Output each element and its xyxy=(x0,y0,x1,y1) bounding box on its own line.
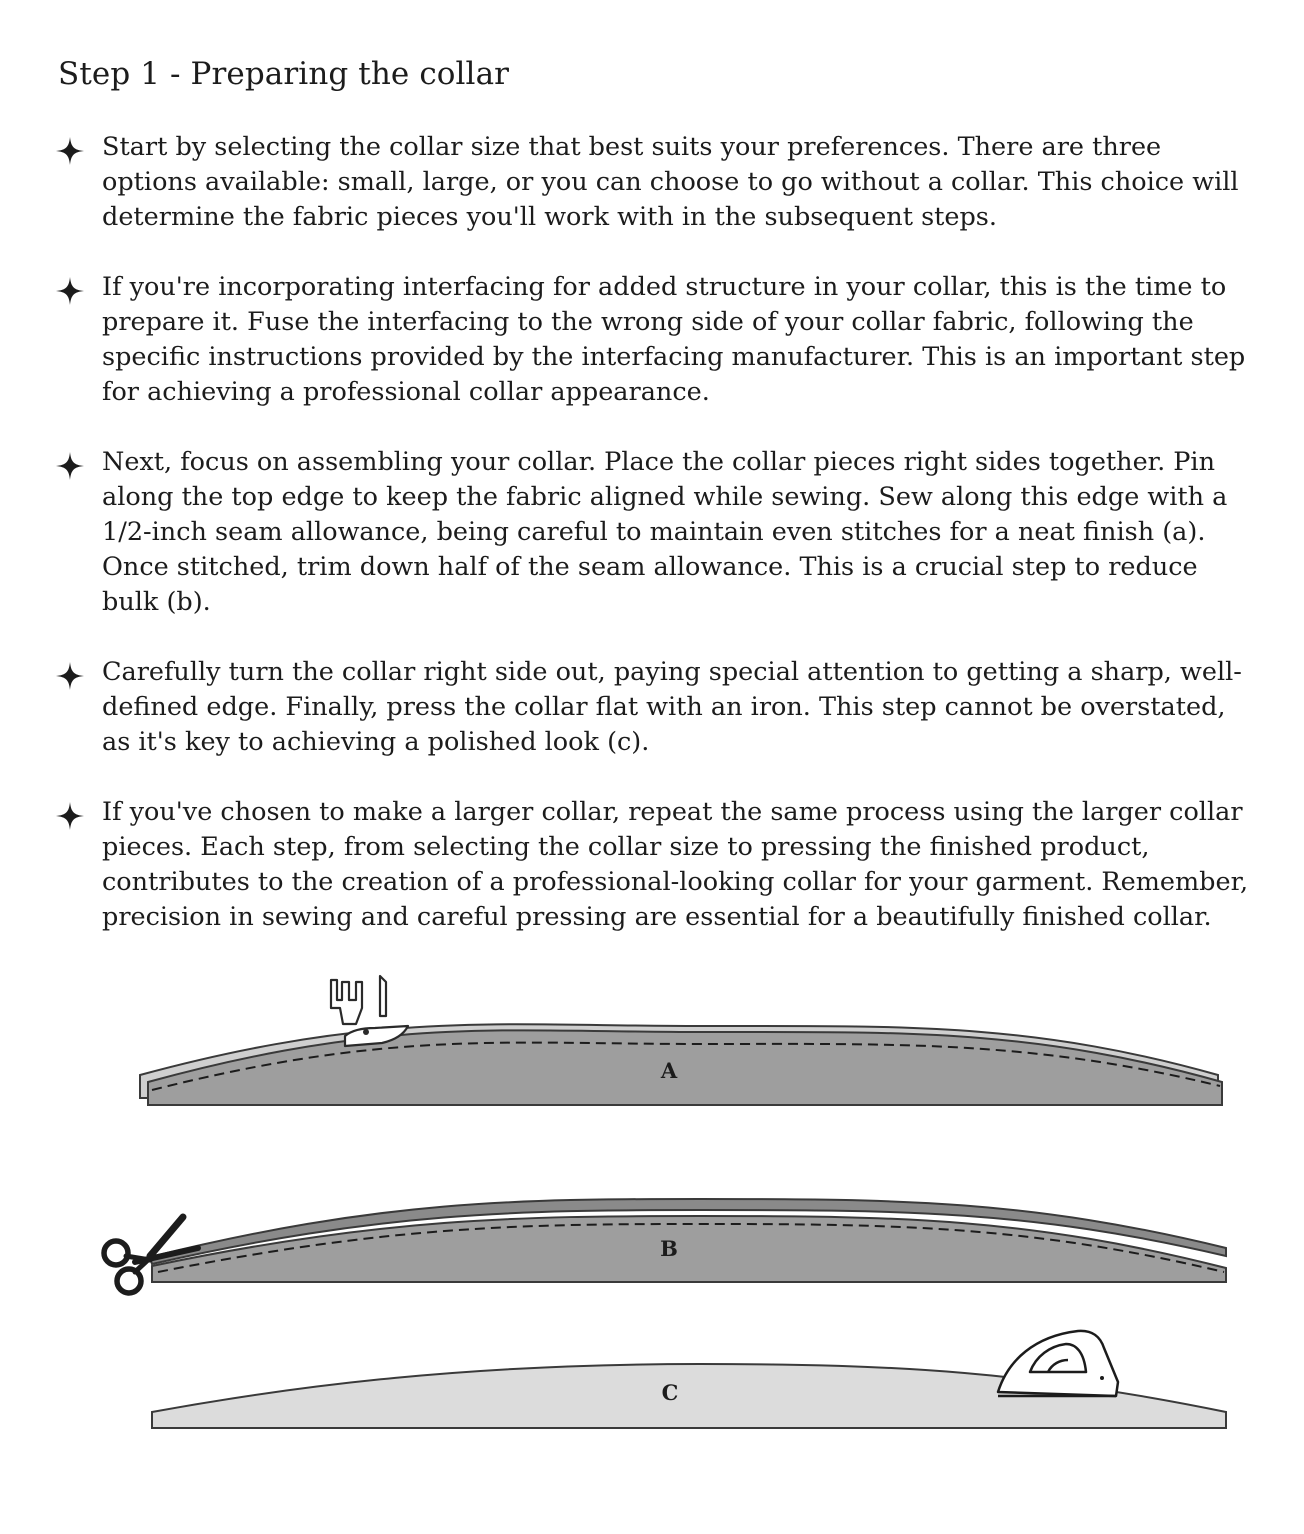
step-text: If you've chosen to make a larger collar, repeat the same process using the larger collar pieces. Each step, from selecting the collar size to pressing the finished product, contributes to the creation of a professional-looking collar for your garment. Remember, precision in sewing and careful pressing are essential for a beautifully finished collar. xyxy=(102,797,1249,932)
panel-a xyxy=(140,976,1222,1105)
four-point-star-icon xyxy=(55,451,85,481)
panel-label-a: A xyxy=(660,1058,678,1083)
panel-b xyxy=(104,1199,1226,1293)
step-text: Start by selecting the collar size that best suits your preferences. There are three options available: small, large, or you can choose to go without a collar. This choice will determine the fabric pieces you'll work with in the subsequent steps. xyxy=(102,132,1239,232)
four-point-star-icon xyxy=(55,661,85,691)
collar-illustration xyxy=(0,950,1304,1470)
panel-label-c: C xyxy=(661,1380,679,1405)
page-title: Step 1 - Preparing the collar xyxy=(58,56,510,92)
list-item xyxy=(0,655,1304,760)
list-item xyxy=(0,795,1304,935)
list-item xyxy=(0,270,1304,410)
step-text: Carefully turn the collar right side out, paying special attention to getting a sharp, well-defined edge. Finally, press the collar flat with an iron. This step cannot be overstated, as it's key to achieving a polished look (c). xyxy=(102,657,1242,757)
step-text: Next, focus on assembling your collar. Place the collar pieces right sides together. Pin along the top edge to keep the fabric aligned while sewing. Sew along this edge with a 1/2-inch seam allowance, being careful to maintain even stitches for a neat finish (a). Once stitched, trim down half of the seam allowance. This is a crucial step to reduce bulk (b). xyxy=(102,447,1228,617)
step-list xyxy=(0,130,1304,970)
panel-label-b: B xyxy=(660,1236,678,1261)
iron-icon xyxy=(998,1331,1118,1396)
panel-c xyxy=(152,1331,1226,1428)
step-text: If you're incorporating interfacing for added structure in your collar, this is the time to prepare it. Fuse the interfacing to the wrong side of your collar fabric, following the specific instructions provided by the interfacing manufacturer. This is an important step for achieving a professional collar appearance. xyxy=(102,272,1246,407)
list-item xyxy=(0,130,1304,235)
list-item xyxy=(0,445,1304,620)
four-point-star-icon xyxy=(55,276,85,306)
four-point-star-icon xyxy=(55,136,85,166)
four-point-star-icon xyxy=(55,801,85,831)
